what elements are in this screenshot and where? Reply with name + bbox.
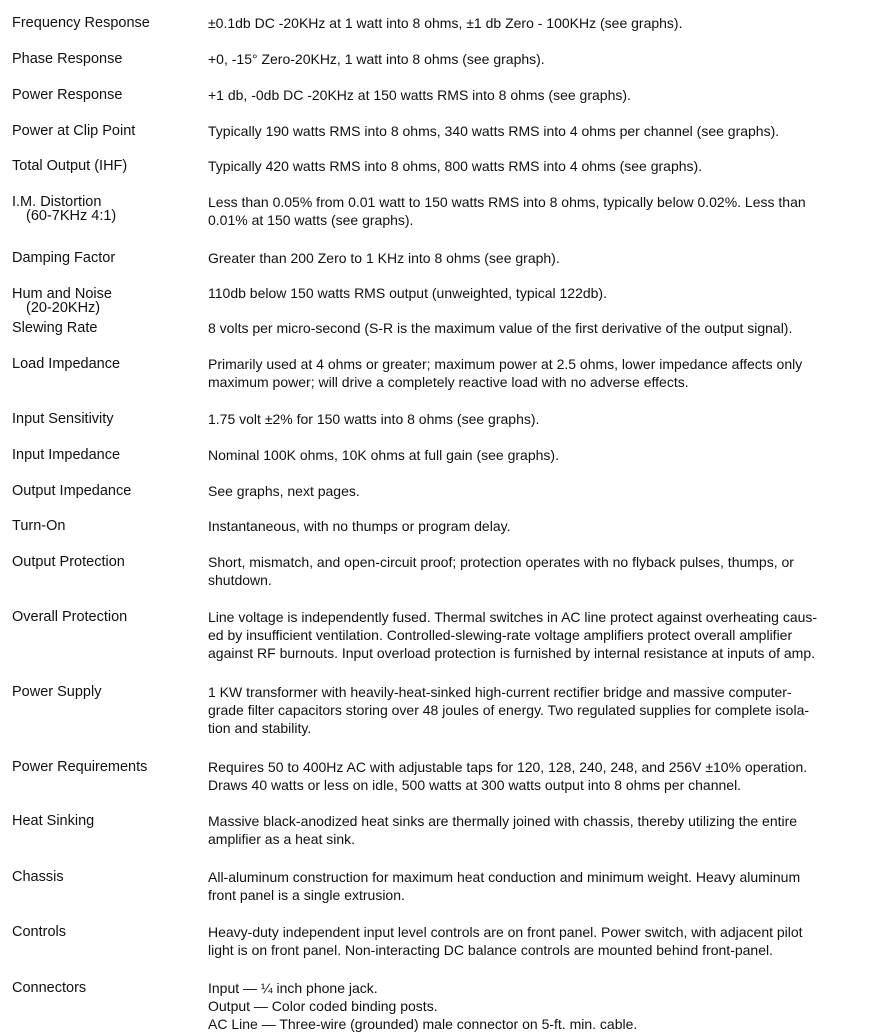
spec-sublabel-text: (60-7KHz 4:1): [26, 208, 117, 224]
spec-label-text: Input Sensitivity: [12, 411, 114, 427]
spec-value-line: ed by insufficient ventilation. Controlled-slewing-rate voltage amplifiers protect overall amplifier: [208, 627, 793, 643]
spec-value-line: ±0.1db DC -20KHz at 1 watt into 8 ohms, ±1 db Zero - 100KHz (see graphs).: [208, 15, 683, 31]
spec-value-line: See graphs, next pages.: [208, 483, 360, 499]
spec-value: [208, 319, 862, 337]
spec-value: [208, 284, 862, 302]
spec-label-text: Slewing Rate: [12, 320, 98, 336]
spec-value-line: Instantaneous, with no thumps or program delay.: [208, 518, 511, 534]
spec-sublabel-text: (20-20KHz): [26, 300, 101, 316]
spec-label-text: Frequency Response: [12, 15, 150, 31]
spec-label-text: Damping Factor: [12, 250, 116, 266]
spec-label-text: Connectors: [12, 980, 87, 996]
spec-label: [12, 448, 202, 462]
spec-label: [12, 412, 202, 426]
spec-label: [12, 981, 202, 995]
spec-label-text: Heat Sinking: [12, 813, 95, 829]
spec-label-text: Total Output (IHF): [12, 158, 128, 174]
spec-label: [12, 16, 202, 30]
spec-label-text: Turn-On: [12, 518, 66, 534]
spec-value-line: Output — Color coded binding posts.: [208, 998, 438, 1014]
spec-value: [208, 517, 862, 535]
spec-label: [12, 870, 202, 884]
spec-label-text: Power Requirements: [12, 759, 148, 775]
spec-value-line: 1.75 volt ±2% for 150 watts into 8 ohms (see graphs).: [208, 411, 540, 427]
spec-label: [12, 159, 202, 173]
spec-label: [12, 814, 202, 828]
spec-value-line: Primarily used at 4 ohms or greater; maximum power at 2.5 ohms, lower impedance affects only: [208, 356, 803, 372]
spec-value-line: tion and stability.: [208, 720, 312, 736]
spec-label: [12, 555, 202, 569]
spec-label: [12, 251, 202, 265]
spec-value: [208, 50, 862, 68]
spec-value-line: Typically 420 watts RMS into 8 ohms, 800 watts RMS into 4 ohms (see graphs).: [208, 158, 703, 174]
spec-label-text: Chassis: [12, 869, 64, 885]
spec-value-line: against RF burnouts. Input overload protection is furnished by internal resistance at inputs of amp.: [208, 645, 816, 661]
spec-label-text: Power Supply: [12, 684, 102, 700]
spec-value-line: Line voltage is independently fused. Thermal switches in AC line protect against overheating caus-: [208, 609, 818, 625]
spec-value-line: light is on front panel. Non-interacting DC balance controls are mounted behind front-panel.: [208, 942, 773, 958]
spec-label: [12, 88, 202, 102]
spec-label-text: Overall Protection: [12, 609, 128, 625]
spec-value-line: 8 volts per micro-second (S-R is the maximum value of the first derivative of the output signal).: [208, 320, 793, 336]
spec-value-line: All-aluminum construction for maximum heat conduction and minimum weight. Heavy aluminum: [208, 869, 801, 885]
spec-value: [208, 553, 862, 589]
spec-label: [12, 925, 202, 939]
spec-label-text: I.M. Distortion: [12, 194, 102, 210]
spec-label: [12, 195, 202, 223]
spec-label-text: Power Response: [12, 87, 123, 103]
spec-value: [208, 482, 862, 500]
spec-value: [208, 249, 862, 267]
spec-value: [208, 157, 862, 175]
spec-value-line: Greater than 200 Zero to 1 KHz into 8 ohms (see graph).: [208, 250, 560, 266]
spec-label-text: Load Impedance: [12, 356, 121, 372]
spec-label-text: Hum and Noise: [12, 286, 112, 302]
spec-label: [12, 760, 202, 774]
spec-value: [208, 410, 862, 428]
spec-value-line: Heavy-duty independent input level controls are on front panel. Power switch, with adjacent pilot: [208, 924, 803, 940]
spec-label-text: Input Impedance: [12, 447, 121, 463]
spec-value-line: Massive black-anodized heat sinks are thermally joined with chassis, thereby utilizing the entire: [208, 813, 798, 829]
spec-value-line: maximum power; will drive a completely reactive load with no adverse effects.: [208, 374, 689, 390]
spec-value: [208, 608, 862, 662]
spec-label: [12, 484, 202, 498]
spec-value-line: Input — ¼ inch phone jack.: [208, 980, 378, 996]
spec-value-line: +0, -15° Zero-20KHz, 1 watt into 8 ohms (see graphs).: [208, 51, 545, 67]
spec-value-line: Nominal 100K ohms, 10K ohms at full gain (see graphs).: [208, 447, 559, 463]
spec-label: [12, 357, 202, 371]
spec-label: [12, 124, 202, 138]
spec-value-line: +1 db, -0db DC -20KHz at 150 watts RMS into 8 ohms (see graphs).: [208, 87, 631, 103]
spec-value-line: Less than 0.05% from 0.01 watt to 150 watts RMS into 8 ohms, typically below 0.02%. Less than: [208, 194, 806, 210]
spec-label-text: Controls: [12, 924, 66, 940]
spec-label: [12, 321, 202, 335]
spec-value: [208, 979, 862, 1033]
spec-value: [208, 868, 862, 904]
spec-value-line: Typically 190 watts RMS into 8 ohms, 340 watts RMS into 4 ohms per channel (see graphs).: [208, 123, 780, 139]
spec-value-line: Short, mismatch, and open-circuit proof; protection operates with no flyback pulses, thumps, or: [208, 554, 794, 570]
spec-value-line: Requires 50 to 400Hz AC with adjustable taps for 120, 128, 240, 248, and 256V ±10% operation.: [208, 759, 808, 775]
spec-value: [208, 86, 862, 104]
spec-label: [12, 52, 202, 66]
spec-label-text: Power at Clip Point: [12, 123, 136, 139]
spec-value: [208, 923, 862, 959]
spec-value: [208, 355, 862, 391]
spec-value-line: AC Line — Three-wire (grounded) male connector on 5-ft. min. cable.: [208, 1016, 638, 1032]
spec-value: [208, 193, 862, 229]
spec-value: [208, 14, 862, 32]
spec-value: [208, 122, 862, 140]
spec-value: [208, 758, 862, 794]
spec-value: [208, 683, 862, 737]
spec-label-text: Phase Response: [12, 51, 123, 67]
spec-label-text: Output Impedance: [12, 483, 132, 499]
spec-label: [12, 610, 202, 624]
spec-label: [12, 287, 202, 315]
spec-label-text: Output Protection: [12, 554, 125, 570]
spec-value-line: 0.01% at 150 watts (see graphs).: [208, 212, 414, 228]
spec-value-line: 1 KW transformer with heavily-heat-sinked high-current rectifier bridge and massive computer-: [208, 684, 792, 700]
spec-value: [208, 446, 862, 464]
spec-value-line: grade filter capacitors storing over 48 joules of energy. Two regulated supplies for complete isola-: [208, 702, 810, 718]
spec-value-line: amplifier as a heat sink.: [208, 831, 356, 847]
spec-label: [12, 685, 202, 699]
spec-value-line: Draws 40 watts or less on idle, 500 watts at 300 watts output into 8 ohms per channel.: [208, 777, 742, 793]
spec-value: [208, 812, 862, 848]
spec-value-line: front panel is a single extrusion.: [208, 887, 405, 903]
spec-value-line: shutdown.: [208, 572, 272, 588]
spec-label: [12, 519, 202, 533]
spec-value-line: 110db below 150 watts RMS output (unweighted, typical 122db).: [208, 285, 607, 301]
